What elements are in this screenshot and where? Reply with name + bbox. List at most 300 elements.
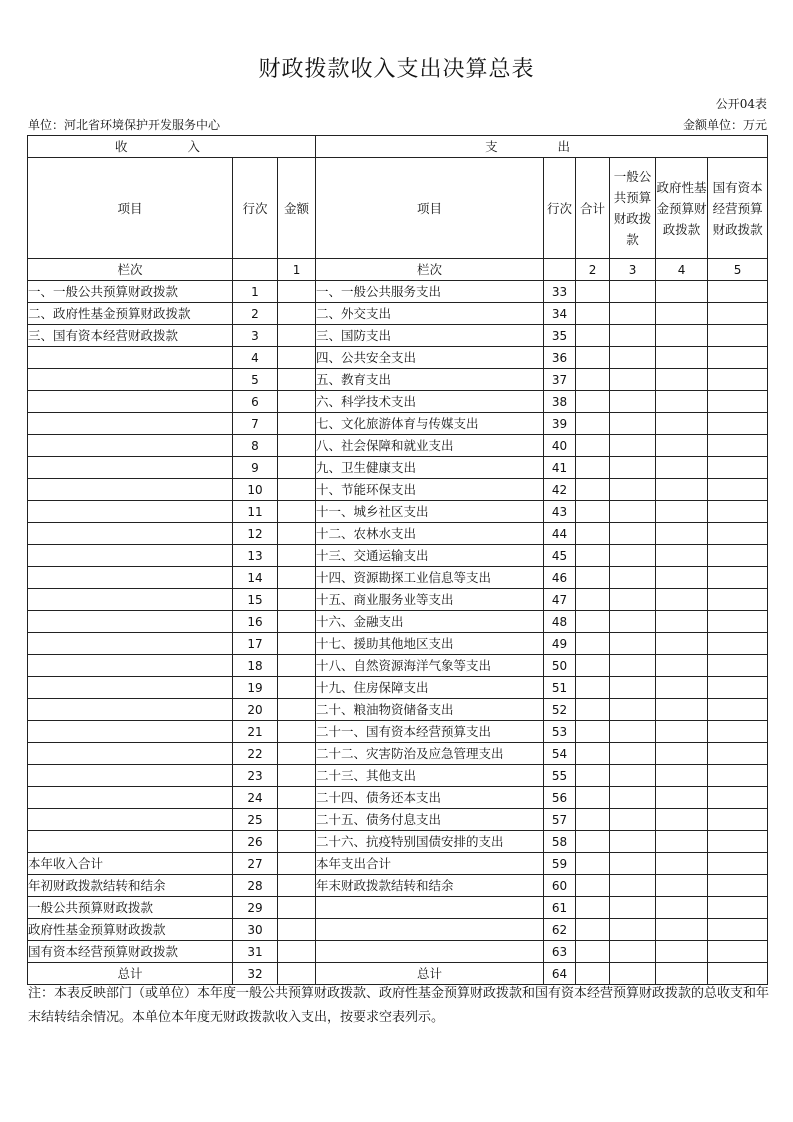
expense-item <box>316 919 544 941</box>
expense-state <box>708 787 768 809</box>
unit-name: 单位：河北省环境保护开发服务中心 <box>28 118 221 132</box>
income-item <box>28 523 233 545</box>
col-header-state: 国有资本经营预算财政拨款 <box>708 158 768 259</box>
income-item <box>28 633 233 655</box>
table-row <box>28 831 768 853</box>
expense-fund <box>656 941 708 963</box>
expense-general <box>610 545 656 567</box>
expense-row-no: 42 <box>544 479 576 501</box>
income-row-no: 29 <box>233 897 278 919</box>
expense-row-no: 53 <box>544 721 576 743</box>
expense-row-no: 60 <box>544 875 576 897</box>
income-item <box>28 721 233 743</box>
expense-total <box>576 941 610 963</box>
income-amount <box>278 611 316 633</box>
income-row-no: 25 <box>233 809 278 831</box>
income-item <box>28 413 233 435</box>
expense-fund <box>656 875 708 897</box>
col-label-in: 栏次 <box>28 259 233 281</box>
expense-state <box>708 743 768 765</box>
income-amount <box>278 743 316 765</box>
expense-state <box>708 567 768 589</box>
expense-general <box>610 831 656 853</box>
income-amount <box>278 875 316 897</box>
expense-row-no: 57 <box>544 809 576 831</box>
expense-general <box>610 457 656 479</box>
income-amount <box>278 633 316 655</box>
col-header-fund: 政府性基金预算财政拨款 <box>656 158 708 259</box>
expense-general <box>610 611 656 633</box>
expense-fund <box>656 523 708 545</box>
income-amount <box>278 347 316 369</box>
expense-general <box>610 369 656 391</box>
expense-fund <box>656 721 708 743</box>
expense-total <box>576 369 610 391</box>
expense-general <box>610 655 656 677</box>
empty-cell <box>233 259 278 281</box>
expense-item: 总计 <box>316 963 544 985</box>
table-row <box>28 501 768 523</box>
expense-item: 十、节能环保支出 <box>316 479 544 501</box>
income-row-no: 16 <box>233 611 278 633</box>
table-row <box>28 325 768 347</box>
income-row-no: 28 <box>233 875 278 897</box>
expense-fund <box>656 853 708 875</box>
expense-total <box>576 699 610 721</box>
table-row <box>28 369 768 391</box>
table-row <box>28 413 768 435</box>
income-item: 政府性基金预算财政拨款 <box>28 919 233 941</box>
income-row-no: 31 <box>233 941 278 963</box>
expense-item: 八、社会保障和就业支出 <box>316 435 544 457</box>
income-item <box>28 545 233 567</box>
income-amount <box>278 787 316 809</box>
income-row-no: 6 <box>233 391 278 413</box>
expense-general <box>610 853 656 875</box>
income-row-no: 21 <box>233 721 278 743</box>
expense-fund <box>656 501 708 523</box>
expense-fund <box>656 479 708 501</box>
expense-general <box>610 743 656 765</box>
expense-row-no: 54 <box>544 743 576 765</box>
expense-total <box>576 457 610 479</box>
expense-row-no: 43 <box>544 501 576 523</box>
expense-row-no: 35 <box>544 325 576 347</box>
income-amount <box>278 435 316 457</box>
income-header: 收 入 <box>28 136 316 158</box>
income-row-no: 5 <box>233 369 278 391</box>
expense-total <box>576 765 610 787</box>
income-row-no: 27 <box>233 853 278 875</box>
table-row <box>28 589 768 611</box>
col-header-out-row-no: 行次 <box>544 158 576 259</box>
expense-fund <box>656 809 708 831</box>
income-row-no: 17 <box>233 633 278 655</box>
table-row <box>28 391 768 413</box>
expense-total <box>576 853 610 875</box>
expense-general <box>610 919 656 941</box>
empty-cell <box>544 259 576 281</box>
expense-general <box>610 325 656 347</box>
income-row-no: 32 <box>233 963 278 985</box>
income-item: 一般公共预算财政拨款 <box>28 897 233 919</box>
expense-item: 二十、粮油物资储备支出 <box>316 699 544 721</box>
expense-header: 支 出 <box>316 136 768 158</box>
income-item <box>28 611 233 633</box>
expense-item: 七、文化旅游体育与传媒支出 <box>316 413 544 435</box>
expense-row-no: 38 <box>544 391 576 413</box>
income-row-no: 20 <box>233 699 278 721</box>
table-row <box>28 721 768 743</box>
expense-item: 本年支出合计 <box>316 853 544 875</box>
expense-total <box>576 567 610 589</box>
expense-total <box>576 523 610 545</box>
income-row-no: 8 <box>233 435 278 457</box>
expense-fund <box>656 633 708 655</box>
expense-item: 二、外交支出 <box>316 303 544 325</box>
expense-total <box>576 787 610 809</box>
header-row-section <box>28 136 768 158</box>
expense-row-no: 51 <box>544 677 576 699</box>
income-amount <box>278 457 316 479</box>
income-item <box>28 391 233 413</box>
income-amount <box>278 589 316 611</box>
income-item <box>28 369 233 391</box>
expense-item: 四、公共安全支出 <box>316 347 544 369</box>
table-row <box>28 765 768 787</box>
table-row <box>28 281 768 303</box>
income-item <box>28 501 233 523</box>
col-header-general: 一般公共预算财政拨款 <box>610 158 656 259</box>
expense-general <box>610 435 656 457</box>
expense-row-no: 37 <box>544 369 576 391</box>
expense-total <box>576 919 610 941</box>
income-row-no: 12 <box>233 523 278 545</box>
expense-row-no: 63 <box>544 941 576 963</box>
expense-item: 三、国防支出 <box>316 325 544 347</box>
table-row <box>28 699 768 721</box>
income-row-no: 23 <box>233 765 278 787</box>
income-row-no: 4 <box>233 347 278 369</box>
table-row <box>28 567 768 589</box>
income-item: 一、一般公共预算财政拨款 <box>28 281 233 303</box>
expense-fund <box>656 413 708 435</box>
expense-total <box>576 589 610 611</box>
column-index-row <box>28 259 768 281</box>
expense-row-no: 34 <box>544 303 576 325</box>
income-item <box>28 809 233 831</box>
expense-general <box>610 501 656 523</box>
expense-fund <box>656 743 708 765</box>
income-row-no: 2 <box>233 303 278 325</box>
expense-item: 二十五、债务付息支出 <box>316 809 544 831</box>
income-row-no: 26 <box>233 831 278 853</box>
table-row <box>28 941 768 963</box>
table-row <box>28 303 768 325</box>
expense-fund <box>656 567 708 589</box>
income-row-no: 3 <box>233 325 278 347</box>
expense-row-no: 59 <box>544 853 576 875</box>
summary-table <box>27 135 768 985</box>
expense-item: 二十二、灾害防治及应急管理支出 <box>316 743 544 765</box>
income-amount <box>278 919 316 941</box>
expense-row-no: 39 <box>544 413 576 435</box>
expense-state <box>708 633 768 655</box>
expense-total <box>576 413 610 435</box>
income-item <box>28 347 233 369</box>
expense-state <box>708 897 768 919</box>
expense-state <box>708 347 768 369</box>
expense-total <box>576 435 610 457</box>
expense-item: 十一、城乡社区支出 <box>316 501 544 523</box>
expense-item: 年末财政拨款结转和结余 <box>316 875 544 897</box>
income-item <box>28 589 233 611</box>
income-row-no: 7 <box>233 413 278 435</box>
expense-item: 十二、农林水支出 <box>316 523 544 545</box>
expense-total <box>576 831 610 853</box>
income-amount <box>278 303 316 325</box>
income-amount <box>278 831 316 853</box>
expense-general <box>610 523 656 545</box>
expense-fund <box>656 677 708 699</box>
expense-state <box>708 853 768 875</box>
income-item: 国有资本经营预算财政拨款 <box>28 941 233 963</box>
income-row-no: 1 <box>233 281 278 303</box>
expense-total <box>576 325 610 347</box>
expense-item: 五、教育支出 <box>316 369 544 391</box>
expense-fund <box>656 897 708 919</box>
expense-general <box>610 721 656 743</box>
income-amount <box>278 501 316 523</box>
expense-item: 十九、住房保障支出 <box>316 677 544 699</box>
expense-general <box>610 479 656 501</box>
table-row <box>28 809 768 831</box>
expense-item: 十四、资源勘探工业信息等支出 <box>316 567 544 589</box>
expense-item: 二十三、其他支出 <box>316 765 544 787</box>
income-row-no: 18 <box>233 655 278 677</box>
income-row-no: 30 <box>233 919 278 941</box>
expense-general <box>610 897 656 919</box>
col-index-4: 4 <box>656 259 708 281</box>
expense-general <box>610 941 656 963</box>
col-label-out: 栏次 <box>316 259 544 281</box>
expense-total <box>576 677 610 699</box>
expense-state <box>708 721 768 743</box>
col-index-1: 1 <box>278 259 316 281</box>
income-item <box>28 435 233 457</box>
table-row <box>28 457 768 479</box>
expense-state <box>708 457 768 479</box>
expense-general <box>610 765 656 787</box>
expense-total <box>576 611 610 633</box>
expense-state <box>708 523 768 545</box>
income-amount <box>278 765 316 787</box>
income-row-no: 24 <box>233 787 278 809</box>
expense-total <box>576 897 610 919</box>
income-amount <box>278 325 316 347</box>
expense-item: 十六、金融支出 <box>316 611 544 633</box>
expense-total <box>576 479 610 501</box>
expense-fund <box>656 457 708 479</box>
table-row <box>28 435 768 457</box>
expense-state <box>708 369 768 391</box>
income-amount <box>278 413 316 435</box>
expense-total <box>576 391 610 413</box>
expense-total <box>576 655 610 677</box>
expense-general <box>610 875 656 897</box>
expense-state <box>708 281 768 303</box>
table-row <box>28 545 768 567</box>
expense-state <box>708 589 768 611</box>
table-row <box>28 787 768 809</box>
income-amount <box>278 853 316 875</box>
expense-item <box>316 897 544 919</box>
income-amount <box>278 655 316 677</box>
expense-item: 十五、商业服务业等支出 <box>316 589 544 611</box>
income-item <box>28 457 233 479</box>
expense-state <box>708 677 768 699</box>
income-amount <box>278 391 316 413</box>
table-row <box>28 897 768 919</box>
expense-total <box>576 721 610 743</box>
expense-fund <box>656 347 708 369</box>
income-item <box>28 567 233 589</box>
expense-fund <box>656 611 708 633</box>
expense-total <box>576 303 610 325</box>
expense-row-no: 58 <box>544 831 576 853</box>
income-item: 二、政府性基金预算财政拨款 <box>28 303 233 325</box>
expense-item: 一、一般公共服务支出 <box>316 281 544 303</box>
income-item <box>28 655 233 677</box>
expense-general <box>610 413 656 435</box>
form-number: 公开04表 <box>715 97 767 111</box>
expense-row-no: 55 <box>544 765 576 787</box>
income-amount <box>278 897 316 919</box>
income-row-no: 15 <box>233 589 278 611</box>
income-item: 三、国有资本经营财政拨款 <box>28 325 233 347</box>
expense-state <box>708 765 768 787</box>
income-amount <box>278 369 316 391</box>
footnote: 注：本表反映部门（或单位）本年度一般公共预算财政拨款、政府性基金预算财政拨款和国有资本经营预算财政拨款的总收支和年末结转结余情况。本单位本年度无财政拨款收入支出，按要求空表列示。 <box>28 986 770 1025</box>
expense-state <box>708 479 768 501</box>
income-item: 总计 <box>28 963 233 985</box>
expense-row-no: 41 <box>544 457 576 479</box>
expense-general <box>610 809 656 831</box>
expense-row-no: 61 <box>544 897 576 919</box>
expense-fund <box>656 787 708 809</box>
income-item <box>28 787 233 809</box>
expense-fund <box>656 435 708 457</box>
expense-fund <box>656 369 708 391</box>
table-row <box>28 677 768 699</box>
col-index-5: 5 <box>708 259 768 281</box>
income-item <box>28 677 233 699</box>
page-title: 财政拨款收入支出决算总表 <box>258 57 535 82</box>
income-amount <box>278 567 316 589</box>
income-row-no: 11 <box>233 501 278 523</box>
expense-row-no: 50 <box>544 655 576 677</box>
expense-state <box>708 831 768 853</box>
expense-total <box>576 743 610 765</box>
expense-total <box>576 633 610 655</box>
expense-general <box>610 347 656 369</box>
table-row <box>28 919 768 941</box>
income-row-no: 10 <box>233 479 278 501</box>
expense-state <box>708 435 768 457</box>
table-row <box>28 655 768 677</box>
table-row <box>28 479 768 501</box>
income-item <box>28 743 233 765</box>
expense-item <box>316 941 544 963</box>
expense-state <box>708 941 768 963</box>
expense-fund <box>656 699 708 721</box>
expense-row-no: 36 <box>544 347 576 369</box>
expense-general <box>610 787 656 809</box>
income-amount <box>278 281 316 303</box>
table-row <box>28 633 768 655</box>
expense-item: 十三、交通运输支出 <box>316 545 544 567</box>
expense-state <box>708 391 768 413</box>
col-header-amount: 金额 <box>278 158 316 259</box>
income-row-no: 14 <box>233 567 278 589</box>
col-header-total: 合计 <box>576 158 610 259</box>
expense-row-no: 52 <box>544 699 576 721</box>
expense-item: 六、科学技术支出 <box>316 391 544 413</box>
income-amount <box>278 941 316 963</box>
expense-row-no: 48 <box>544 611 576 633</box>
expense-total <box>576 501 610 523</box>
income-item <box>28 479 233 501</box>
table-row <box>28 611 768 633</box>
expense-fund <box>656 765 708 787</box>
income-row-no: 13 <box>233 545 278 567</box>
col-header-in-item: 项目 <box>28 158 233 259</box>
expense-general <box>610 633 656 655</box>
expense-fund <box>656 831 708 853</box>
income-item <box>28 699 233 721</box>
expense-item: 二十四、债务还本支出 <box>316 787 544 809</box>
expense-state <box>708 611 768 633</box>
expense-general <box>610 391 656 413</box>
income-item <box>28 765 233 787</box>
expense-item: 十七、援助其他地区支出 <box>316 633 544 655</box>
expense-row-no: 62 <box>544 919 576 941</box>
expense-fund <box>656 325 708 347</box>
expense-row-no: 47 <box>544 589 576 611</box>
expense-row-no: 49 <box>544 633 576 655</box>
table-row <box>28 875 768 897</box>
income-amount <box>278 523 316 545</box>
income-amount <box>278 479 316 501</box>
income-item: 年初财政拨款结转和结余 <box>28 875 233 897</box>
expense-row-no: 45 <box>544 545 576 567</box>
col-index-2: 2 <box>576 259 610 281</box>
expense-general <box>610 303 656 325</box>
table-row <box>28 853 768 875</box>
expense-fund <box>656 391 708 413</box>
expense-row-no: 64 <box>544 963 576 985</box>
income-row-no: 9 <box>233 457 278 479</box>
expense-row-no: 40 <box>544 435 576 457</box>
income-row-no: 19 <box>233 677 278 699</box>
expense-item: 二十一、国有资本经营预算支出 <box>316 721 544 743</box>
col-header-in-row-no: 行次 <box>233 158 278 259</box>
expense-general <box>610 677 656 699</box>
income-amount <box>278 545 316 567</box>
expense-state <box>708 325 768 347</box>
expense-total <box>576 875 610 897</box>
expense-total <box>576 281 610 303</box>
